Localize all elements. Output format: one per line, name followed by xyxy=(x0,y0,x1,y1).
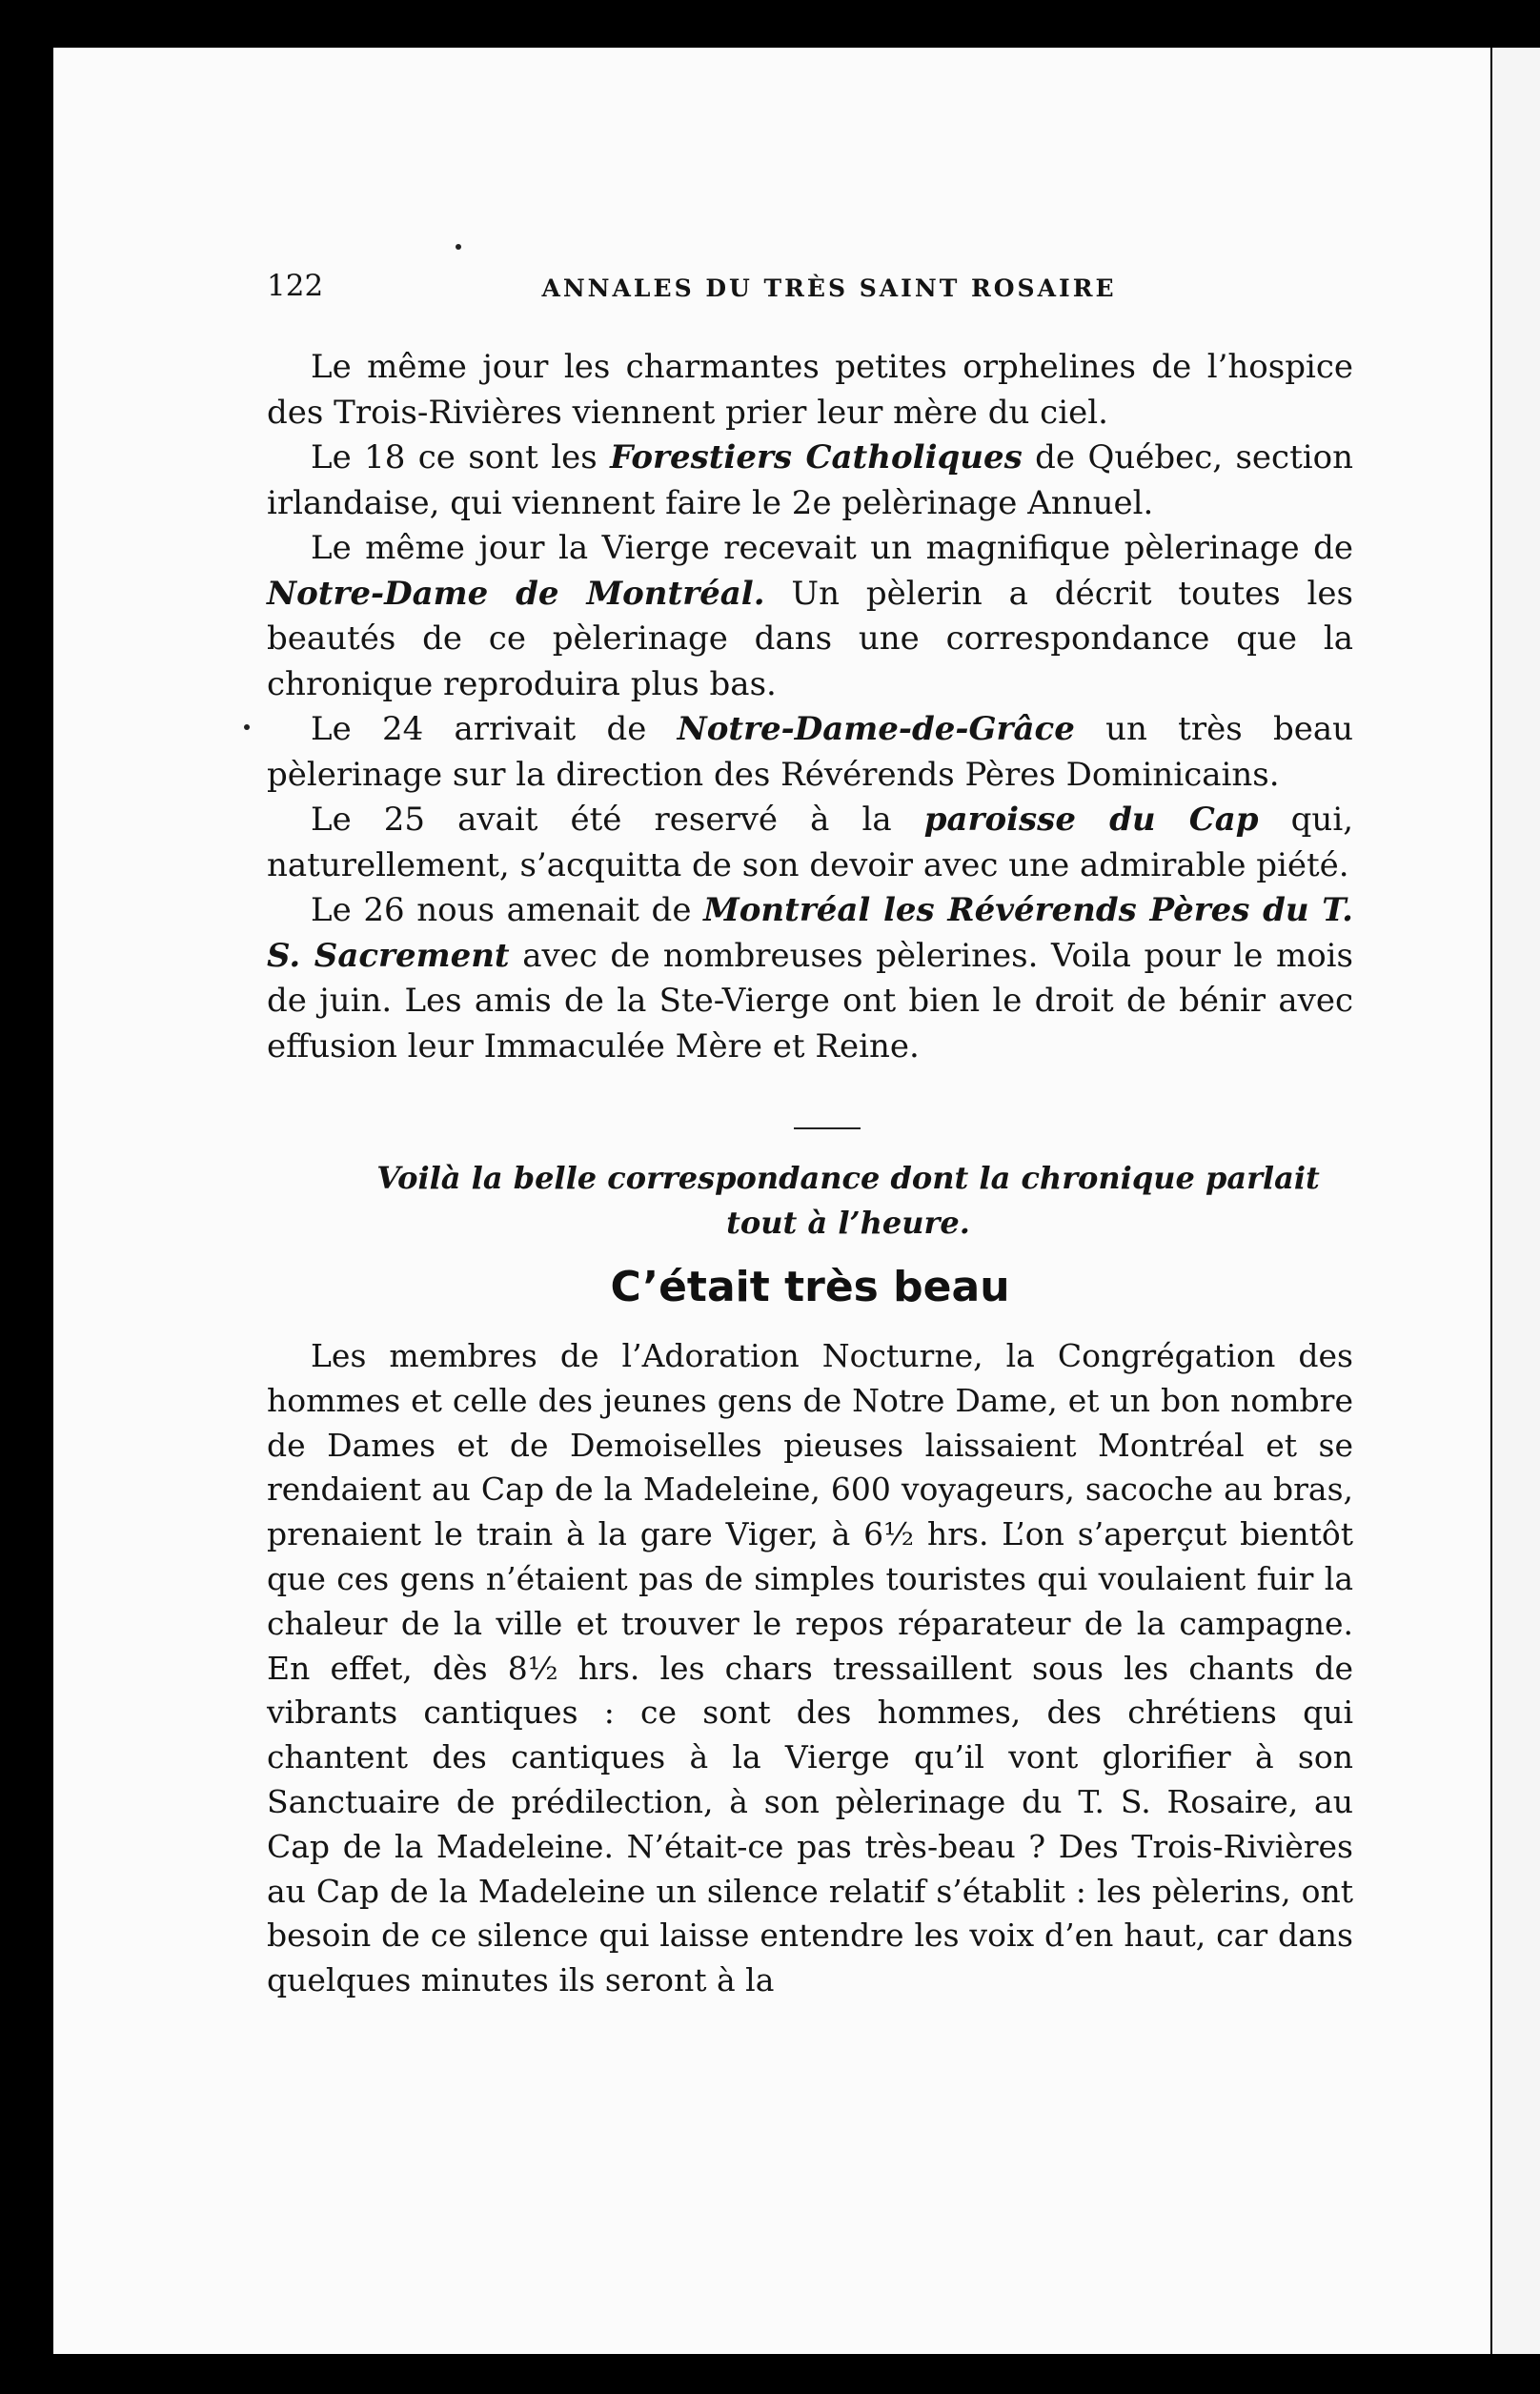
section-heading: C’était très beau xyxy=(610,1263,1010,1311)
running-title: ANNALES DU TRÈS SAINT ROSAIRE xyxy=(541,274,1117,302)
text-run: Le 25 avait été reservé à la xyxy=(311,801,924,839)
paragraph xyxy=(267,707,1353,798)
paragraph: Les membres de l’Adoration Nocturne, la Congrégation des hommes et celle des jeunes gens de Notre Dame, et un bon nombre de Dames et de Demoiselles pieuses laissaient Montréal et se rendaient au Cap de la Madeleine, 600 voyageurs, sacoche au bras, prenaient le train à la gare Viger, à 6½ hrs. L’on s’aperçut bientôt que ces gens n’étaient pas de simples touristes qui voulaient fuir la chaleur de la ville et trouver le repos réparateur de la campagne. En effet, dès 8½ hrs. les chars tressaillent sous les chants de vibrants cantiques : ce sont des hommes, des chrétiens qui chantent des cantiques à la Vierge qu’il vont glorifier à son Sanctuaire de prédilection, à son pèlerinage du T. S. Rosaire, au Cap de la Madeleine. N’était-ce pas très-beau ? Des Trois-Rivières au Cap de la Madeleine un silence relatif s’établit : les pèlerins, ont besoin de ce silence qui laisse entendre les voix d’en haut, car dans quelques minutes ils seront à la xyxy=(267,1337,1353,1999)
paragraph xyxy=(267,798,1353,888)
text-run: un très beau pèlerinage sur la direction des Révérends Pères Dominicains. xyxy=(267,710,1353,794)
paragraph xyxy=(267,526,1353,707)
running-header xyxy=(267,269,1353,316)
text-run: Le 18 ce sont les xyxy=(311,438,611,477)
italic-phrase: Forestiers Catholiques xyxy=(610,438,1023,477)
paragraph xyxy=(267,436,1353,526)
text-run: Le même jour la Vierge recevait un magnifique pèlerinage de xyxy=(311,529,1353,567)
chronicle-text xyxy=(267,345,1353,1069)
text-run: Le même jour les charmantes petites orphelines de l’hospice des Trois-Rivières viennent prier leur mère du ciel. xyxy=(267,348,1353,432)
text-run: de Québec, section irlandaise, qui viennent faire le 2e pelèrinage Annuel. xyxy=(267,438,1354,522)
facing-page-edge xyxy=(1492,48,1540,2354)
paragraph xyxy=(267,888,1353,1069)
correspondence-text xyxy=(267,1334,1353,2003)
italic-phrase: Notre-Dame-de-Grâce xyxy=(677,710,1075,748)
correspondence-intro: Voilà la belle correspondance dont la chronique parlait tout à l’heure. xyxy=(376,1160,1320,1241)
print-speck xyxy=(456,244,461,250)
italic-phrase: Montréal les Révérends Pères du T. S. Sacrement xyxy=(267,891,1353,975)
text-run: Le 26 nous amenait de xyxy=(311,891,704,929)
section-divider xyxy=(794,1127,861,1129)
italic-phrase: paroisse du Cap xyxy=(923,801,1259,839)
text-run: Le 24 arrivait de xyxy=(311,710,678,748)
text-run: qui, naturellement, s’acquitta de son devoir avec une admirable piété. xyxy=(267,801,1353,884)
print-speck xyxy=(244,724,250,730)
text-run: Un pèlerin a décrit toutes les beautés de ce pèlerinage dans une correspondance que la chronique reproduira plus bas. xyxy=(267,574,1354,703)
text-run: avec de nombreuses pèlerines. Voila pour le mois de juin. Les amis de la Ste-Vierge ont bien le droit de bénir avec effusion leur Immaculée Mère et Reine. xyxy=(267,936,1353,1065)
paragraph xyxy=(267,345,1353,436)
page-number: 122 xyxy=(267,269,324,303)
italic-phrase: Notre-Dame de Montréal. xyxy=(267,574,765,613)
